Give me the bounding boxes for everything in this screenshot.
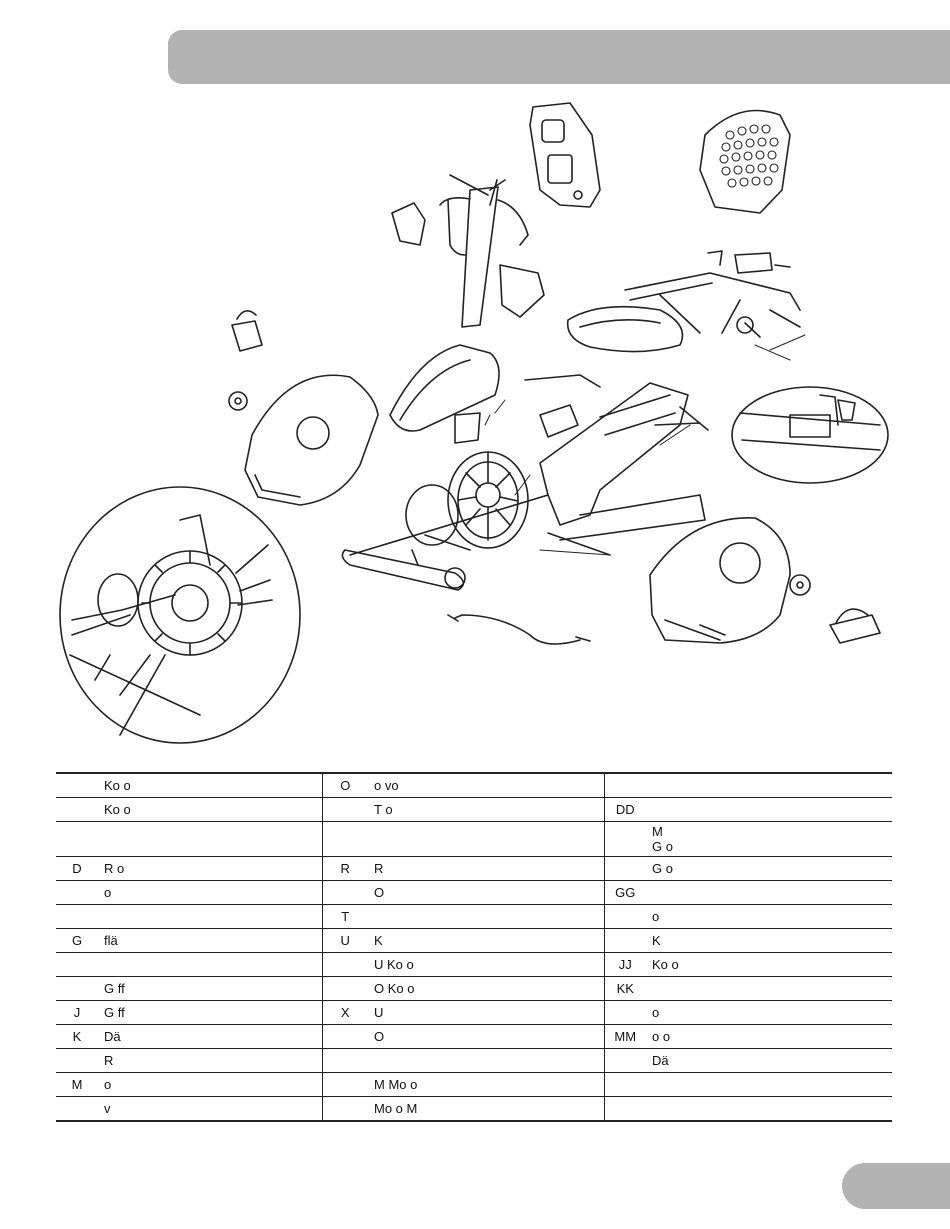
part-key-cell [604,1049,646,1073]
part-description-cell: o o [646,1025,892,1049]
part-description-cell: o [646,905,892,929]
part-key-cell [322,881,368,905]
part-key-cell [322,822,368,857]
part-description-cell [98,953,322,977]
part-description-cell: v [98,1097,322,1122]
part-description-cell: Mo o M [368,1097,604,1122]
section-title-bar [168,30,950,84]
part-key-cell: K [56,1025,98,1049]
table-row [56,953,892,977]
part-description-cell: R [368,857,604,881]
part-description-cell: o vo [368,773,604,798]
part-key-cell [56,881,98,905]
part-description-cell: G ff [98,977,322,1001]
part-description-cell [646,773,892,798]
part-key-cell [56,773,98,798]
part-description-cell: o [98,1073,322,1097]
part-description-cell: U [368,1001,604,1025]
part-key-cell [322,953,368,977]
table-row [56,1097,892,1122]
part-description-cell [646,1097,892,1122]
table-row [56,905,892,929]
part-key-cell [604,857,646,881]
part-key-cell: KK [604,977,646,1001]
part-key-cell: D [56,857,98,881]
part-key-cell: JJ [604,953,646,977]
part-description-cell: U Ko o [368,953,604,977]
part-key-cell: X [322,1001,368,1025]
part-description-cell: R [98,1049,322,1073]
part-description-cell: K [646,929,892,953]
table-row [56,857,892,881]
part-description-cell [646,798,892,822]
part-key-cell [56,822,98,857]
part-key-cell [322,1025,368,1049]
part-key-cell [322,798,368,822]
table-row [56,1049,892,1073]
left-shroud-illustration [229,311,378,505]
seat-back-illustration [700,111,790,214]
flywheel-illustration [406,413,528,565]
part-key-cell: G [56,929,98,953]
part-key-cell [56,798,98,822]
detail-callout-flywheel [60,487,300,743]
part-description-cell [368,1049,604,1073]
part-description-cell: O [368,1025,604,1049]
part-key-cell: O [322,773,368,798]
part-description-cell: O Ko o [368,977,604,1001]
part-key-cell [604,1001,646,1025]
part-key-cell: J [56,1001,98,1025]
part-description-cell: T o [368,798,604,822]
part-key-cell [604,773,646,798]
part-key-cell: GG [604,881,646,905]
part-description-cell: O [368,881,604,905]
table-row [56,929,892,953]
parts-list-table [56,772,892,1122]
right-shroud-illustration [650,518,880,643]
part-description-cell [98,905,322,929]
part-key-cell [322,977,368,1001]
part-description-cell [646,977,892,1001]
part-key-cell: M [56,1073,98,1097]
table-row [56,798,892,822]
part-description-cell: Ko o [98,773,322,798]
part-description-cell: R o [98,857,322,881]
part-description-cell [646,881,892,905]
part-description-cell: K [368,929,604,953]
part-description-cell: Ko o [646,953,892,977]
part-key-cell: T [322,905,368,929]
table-row [56,1073,892,1097]
part-description-cell [368,905,604,929]
part-key-cell [56,905,98,929]
table-row [56,1025,892,1049]
part-key-cell [604,905,646,929]
frame-illustration [342,345,708,590]
exploded-parts-diagram [0,95,950,755]
part-description-cell [646,1073,892,1097]
part-key-cell [604,822,646,857]
table-row [56,881,892,905]
seat-frame-illustration [568,251,800,352]
part-description-cell: G o [646,857,892,881]
part-description-cell [368,822,604,857]
part-description-cell: M Mo o [368,1073,604,1097]
part-key-cell [322,1049,368,1073]
part-key-cell: U [322,929,368,953]
table-row [56,1001,892,1025]
part-description-cell: G ff [98,1001,322,1025]
table-row [56,822,892,857]
part-key-cell [604,1097,646,1122]
power-cable-illustration [448,615,590,644]
part-description-cell: o [98,881,322,905]
part-key-cell: MM [604,1025,646,1049]
part-key-cell [56,977,98,1001]
console-illustration [530,103,600,207]
part-key-cell [56,1097,98,1122]
part-key-cell: R [322,857,368,881]
part-key-cell [322,1097,368,1122]
handlebar-post-illustration [392,175,544,327]
part-key-cell: DD [604,798,646,822]
detail-callout-rail [732,387,888,483]
part-description-cell [98,822,322,857]
part-key-cell [604,929,646,953]
part-description-cell: M G o [646,822,892,857]
part-description-cell: Ko o [98,798,322,822]
table-row [56,773,892,798]
part-key-cell [56,1049,98,1073]
part-description-cell: flä [98,929,322,953]
table-row [56,977,892,1001]
part-key-cell [56,953,98,977]
part-description-cell: Dä [646,1049,892,1073]
part-description-cell: Dä [98,1025,322,1049]
page-number-tab [842,1163,950,1209]
part-key-cell [604,1073,646,1097]
part-description-cell: o [646,1001,892,1025]
part-key-cell [322,1073,368,1097]
